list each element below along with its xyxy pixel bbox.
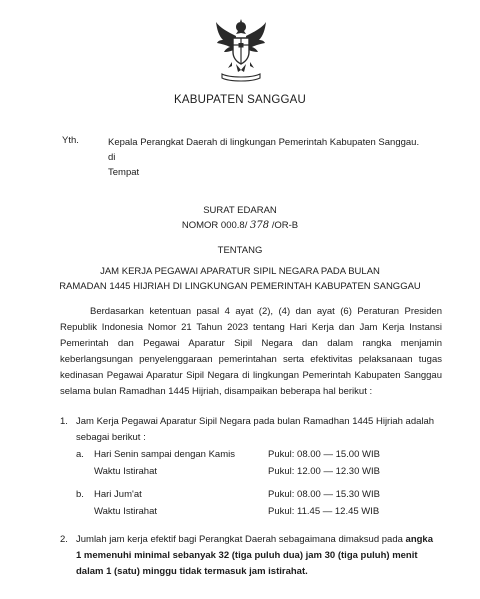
subject-line-1: JAM KERJA PEGAWAI APARATUR SIPIL NEGARA PADA BULAN — [100, 266, 380, 277]
recipient-address — [108, 135, 448, 180]
letter-number-prefix: NOMOR 000.8/ — [181, 220, 248, 231]
sub-a-work-time: Pukul: 08.00 — 15.00 WIB — [268, 449, 380, 460]
sub-b-label: Hari Jum'at — [94, 489, 142, 500]
letter-number-suffix: /OR-B — [271, 220, 299, 231]
item-2-line-3: dalam 1 (satu) minggu tidak termasuk jam istirahat. — [76, 566, 308, 577]
recipient-salutation: Yth. — [62, 135, 79, 146]
item-2-line-2: 1 memenuhi minimal sebanyak 32 (tiga puluh dua) jam 30 (tiga puluh) menit — [76, 550, 418, 561]
letter-number-handwritten: 378 — [249, 220, 270, 231]
sub-b-letter: b. — [76, 489, 84, 500]
letter-type: SURAT EDARAN — [203, 205, 277, 216]
sub-b-rest-time: Pukul: 11.45 — 12.45 WIB — [268, 506, 380, 517]
recipient-line-2: di — [108, 152, 116, 163]
item-1-line-2: sebagai berikut : — [76, 432, 146, 443]
sub-a-rest-time: Pukul: 12.00 — 12.30 WIB — [268, 466, 380, 477]
item-1-number: 1. — [60, 416, 68, 427]
sub-b-rest-label: Waktu Istirahat — [94, 506, 158, 517]
garuda-emblem-icon — [214, 18, 268, 84]
recipient-line-1: Kepala Perangkat Daerah di lingkungan Pemerintah Kabupaten Sanggau. — [108, 137, 420, 148]
recipient-line-3: Tempat — [108, 167, 140, 178]
letter-number — [0, 220, 480, 231]
item-2-line-1 — [76, 532, 448, 548]
sub-a-letter: a. — [76, 449, 84, 460]
sub-a-label: Hari Senin sampai dengan Kamis — [94, 449, 235, 460]
item-2-line-1-normal: Jumlah jam kerja efektif bagi Perangkat Daerah sebagaimana dimaksud pada — [76, 534, 403, 545]
letter-about: TENTANG — [217, 245, 263, 256]
sub-b-work-time: Pukul: 08.00 — 15.30 WIB — [268, 489, 380, 500]
subject-line-2: RAMADAN 1445 HIJRIAH DI LINGKUNGAN PEMERINTAH KABUPATEN SANGGAU — [59, 281, 421, 292]
intro-paragraph: Berdasarkan ketentuan pasal 4 ayat (2), (4) dan ayat (6) Peraturan Presiden Republik Indonesia Nomor 21 Tahun 2023 tentang Hari Kerja dan Jam Kerja Instansi Pemerintah dan Pegawai Aparatur Sipil Negara dan dalam rangka menjamin keberlangsungan penyelenggaraan pemerintahan serta efektivitas pelaksanaan tugas kedinasan Pegawai Aparatur Sipil Negara di lingkungan Pemerintah Kabupaten Sanggau selama bulan Ramadhan 1445 Hijriah, disampaikan beberapa hal berikut : — [60, 306, 442, 397]
item-2-number: 2. — [60, 534, 68, 545]
regency-title: KABUPATEN SANGGAU — [173, 94, 307, 106]
item-1-line-1: Jam Kerja Pegawai Aparatur Sipil Negara pada bulan Ramadhan 1445 Hijriah adalah — [76, 416, 435, 427]
sub-a-rest-label: Waktu Istirahat — [94, 466, 158, 477]
item-2-line-1-bold: angka — [405, 534, 433, 545]
